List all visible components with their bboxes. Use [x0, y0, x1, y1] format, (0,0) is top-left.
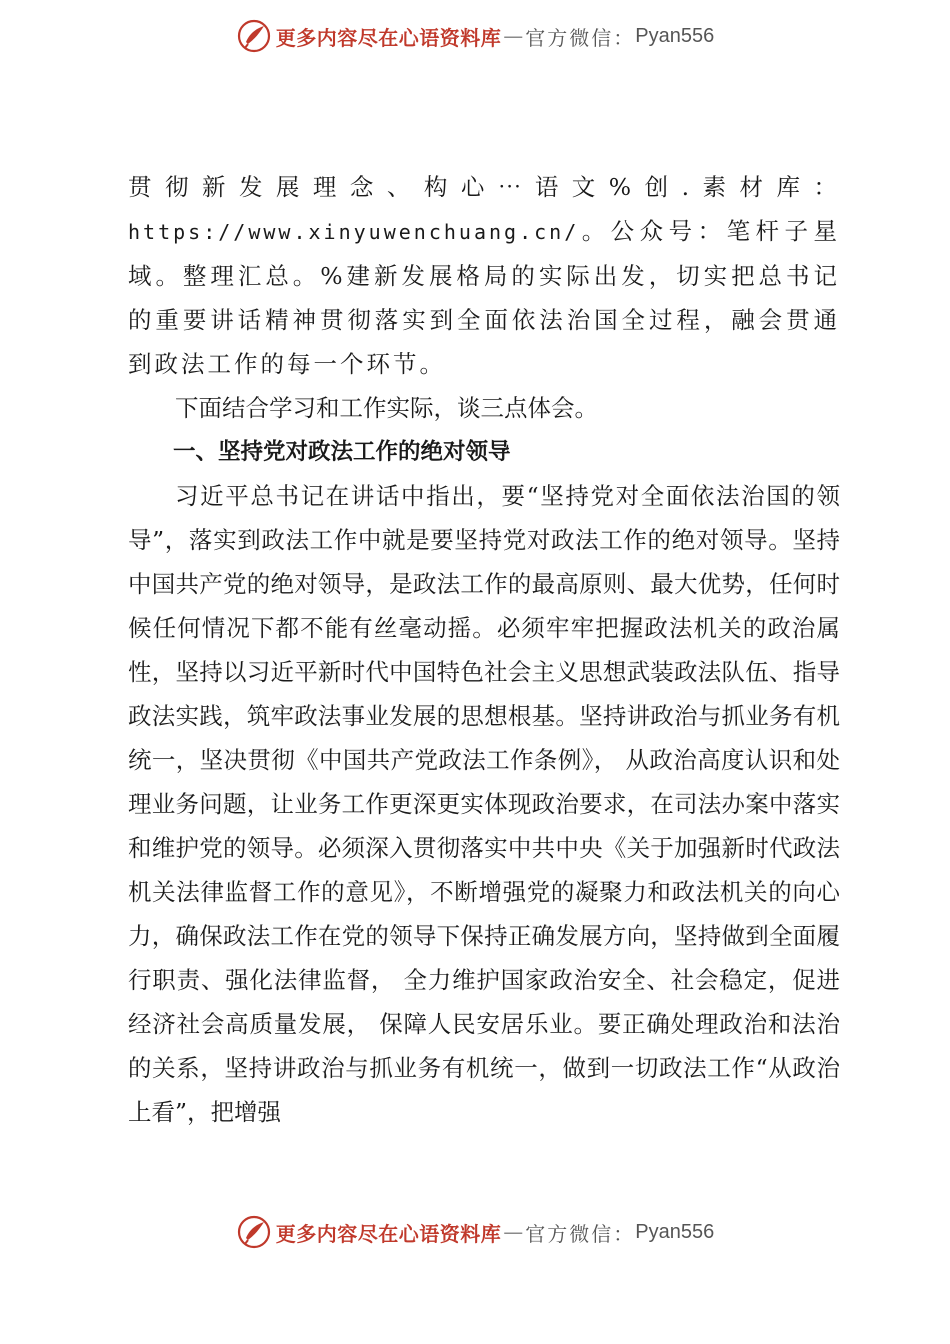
header-banner [0, 14, 950, 58]
logo-icon [236, 18, 272, 54]
footer-sub-text: 官方微信： [525, 1221, 636, 1246]
footer-banner [0, 1210, 950, 1254]
intro-paragraph [128, 165, 840, 386]
header-wechat-id: Pyan556 [635, 24, 715, 47]
section-heading-1: 一、坚持党对政法工作的绝对领导 [173, 439, 511, 465]
para-section-1: 习近平总书记在讲话中指出，要“坚持党对全面依法治国的领导”，落实到政法工作中就是要坚持党对政法工作的绝对领导。坚持中国共产党的绝对领导，是政法工作的最高原则、最大优势，任何时候任何情况下都不能有丝毫动摇。必须牢牢把握政法机关的政治属性，坚持以习近平新时代中国特色社会主义思想武装政法队伍、指导政法实践，筑牢政法事业发展的思想根基。坚持讲政治与抓业务有机统一，坚决贯彻《中国共产党政法工作条例》， 从政治高度认识和处理业务问题，让业务工作更深更实体现政治要求，在司法办案中落实和维护党的领导。必须深入贯彻落实中共中央《关于加强新时代政法机关法律监督工作的意见》，不断增强党的凝聚力和政法机关的向心力，确保政法工作在党的领导下保持正确发展方向，坚持做到全面履行职责、强化法律监督， 全力维护国家政治安全、社会稳定，促进经济社会高质量发展， 保障人民安居乐业。要正确处理政治和法治的关系，坚持讲政治与抓业务有机统一，做到一切政法工作“从政治上看”，把增强 [128, 482, 840, 1126]
logo-icon [236, 1214, 272, 1250]
footer-dash: — [503, 1220, 524, 1244]
header-dash: — [503, 24, 524, 48]
header-sub-text: 官方微信： [525, 25, 636, 50]
intro-url: https://www.xinyuwenchuang.cn/ [128, 220, 580, 244]
intro-text-1: 贯彻新发展理念、构心⋯语文%创.素材库： [128, 173, 840, 201]
header-main-text: 更多内容尽在心语资料库 [275, 25, 502, 50]
document-body [128, 165, 840, 1134]
intro-text-2: 。公众号：笔杆子星域。整理汇总。%建新发展格局的实际出发，切实把总书记的重要讲话精神贯彻落实到全面依法治国全过程，融会贯通到政法工作的每一个环节。 [128, 217, 840, 378]
footer-main-text: 更多内容尽在心语资料库 [275, 1221, 502, 1246]
para-intro: 下面结合学习和工作实际，谈三点体会。 [175, 394, 598, 422]
footer-wechat-id: Pyan556 [635, 1220, 715, 1243]
